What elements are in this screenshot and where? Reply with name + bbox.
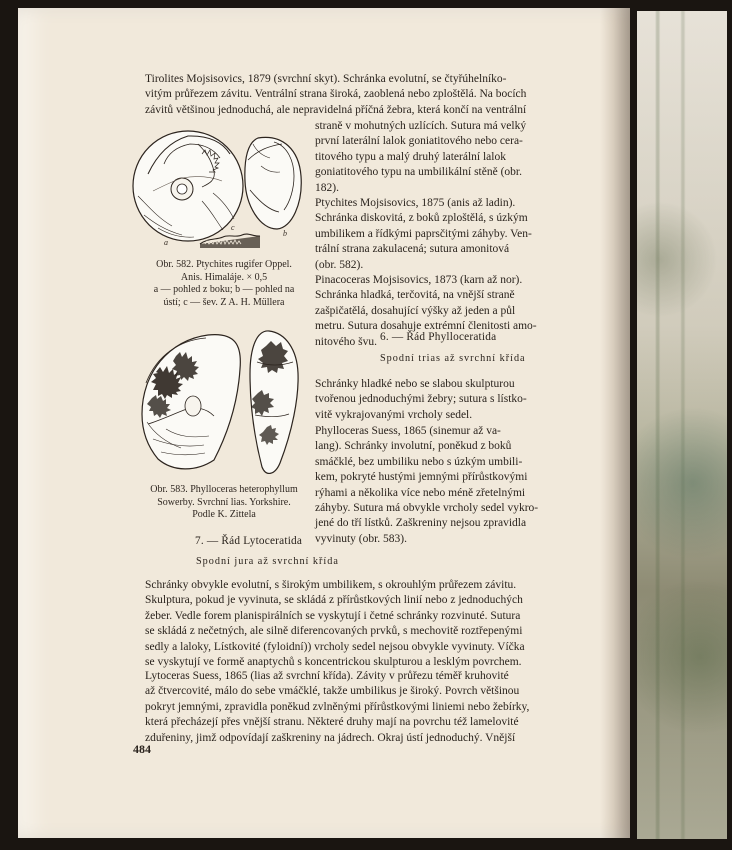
order-7-description [145, 578, 568, 670]
text-line: nitového švu. [315, 335, 377, 348]
adjacent-color-plate [637, 11, 727, 839]
text-line: goniatitového typu na umbilikální stěně (obr. [315, 166, 522, 179]
figure-582-drawing [128, 126, 318, 271]
text-line: vitě vykrajovanými vrcholy sedel. [315, 408, 473, 421]
text-line: (obr. 582). [315, 258, 364, 271]
text-line: umbilikem a řídkými paprsčitými záhyby. Ven- [315, 227, 532, 240]
text-line: lang). Schránky involutní, poněkud z boků [315, 440, 512, 453]
text-line: pokryt jemnými, zpravidla poněkud zvlněnými přírůstkovými liniemi nebo žebírky, [145, 700, 530, 713]
text-line: první laterální lalok goniatitového nebo cera- [315, 135, 523, 148]
text-line: tvořenou jednoduchými žebry; sutura s lístko- [315, 393, 527, 406]
text-line: se skládá z nečetných, ale silně diferencovaných prvků, s mechovitě roztřepenými [145, 625, 523, 638]
text-line: kem, pokryté hustými jemnými přírůstkovými [315, 471, 528, 484]
ammonite-front-view [245, 137, 301, 238]
text-line: Tirolites Mojsisovics, 1879 (svrchní skyt). Schránka evolutní, se čtyřúhelníko- [145, 73, 507, 85]
text-line: závitů většinou jednoduchá, ale nepravidelná příčná žebra, která končí na ventrální [145, 103, 527, 116]
text-line: Phylloceras Suess, 1865 (sinemur až va- [315, 425, 501, 437]
text-line: Pinacoceras Mojsisovics, 1873 (karn až nor). [315, 274, 523, 286]
figure-582-caption [140, 259, 308, 309]
text-line: vitým průřezem závitu. Ventrální strana široká, zaoblená nebo zploštělá. Na bocích [145, 88, 527, 101]
caption-line: Anis. Himaláje. × 0,5 [180, 271, 268, 283]
text-line: trální strana zakulacená; sutura amonitová [315, 243, 510, 256]
text-line: 182). [315, 181, 339, 194]
text-line: Lytoceras Suess, 1865 (lias až svrchní křída). Závity v průřezu téměř kruhovité [145, 670, 509, 682]
text-line: Ptychites Mojsisovics, 1875 (anis až ladin). [315, 197, 516, 209]
section-heading-order-7: 7. — Řád Lytoceratida [195, 535, 303, 547]
text-line: rýhami a několika více nebo méně zřetelnými [315, 486, 526, 499]
text-line: žeber. Vedle forem planispirálních se vyskytují i četné schránky rozvinuté. Sutura [145, 609, 521, 622]
phylloceras-side-view [142, 335, 240, 469]
text-line: Schránky hladké nebo se slabou skulpturou [315, 378, 515, 390]
figure-583-caption [142, 484, 306, 522]
text-line: jené do tří lístků. Zaškreniny nejsou zpravidla [315, 517, 527, 530]
caption-line: a — pohled z boku; b — pohled na [153, 284, 295, 295]
caption-line: Podle K. Zittela [192, 509, 256, 520]
caption-line: Obr. 582. Ptychites rugifer Oppel. [156, 259, 292, 270]
text-line: až čtvercovité, málo do sebe vmáčklé, takže umbilikus je široký. Povrch většinou [145, 685, 520, 698]
text-line: sedly a laloky, Lístkovité (fyloidní)) vrcholy sedel nejsou obvykle vyvinuty. Víčka [145, 640, 525, 653]
figure-583-drawing [130, 326, 310, 479]
order-6-description [315, 377, 567, 423]
section-subheading-order-6: Spodní trias až svrchní křída [380, 353, 526, 364]
section-subheading-order-7: Spodní jura až svrchní křída [196, 556, 339, 567]
tirolites-paragraph [145, 72, 567, 118]
text-line: Schránky obvykle evolutní, s širokým umbilikem, s okrouhlým průřezem závitu. [145, 579, 517, 591]
text-line: metru. Sutura dosahuje extrémní členitosti amo- [315, 320, 537, 333]
figure-label-b: b [283, 229, 287, 238]
figure-label-c: c [231, 223, 235, 232]
tirolites-continuation [315, 119, 567, 196]
text-line: smáčklé, bez umbiliku nebo s úzkým umbili- [315, 455, 523, 468]
caption-line: ústí; c — šev. Z A. H. Müllera [163, 296, 285, 308]
section-heading-order-6: 6. — Řád Phylloceratida [380, 331, 497, 343]
lytoceras-paragraph [145, 669, 568, 746]
text-line: se vyskytují ve formě anaptychů s koncentrickou skulpturou a lesklým povrchem. [145, 656, 522, 669]
text-line: straně v mohutných uzlících. Sutura má velký [315, 120, 527, 132]
page-number: 484 [133, 742, 151, 756]
text-line: Schránka diskovitá, z boků zploštělá, s úzkým [315, 212, 528, 225]
text-line: zduřeniny, jimž odpovídají zaškreniny na jádrech. Okraj ústí jednoduchý. Vnější [145, 731, 516, 744]
text-line: Skulptura, pokud je vyvinuta, se skládá z přírůstkových linií nebo z jednoduchých [145, 594, 523, 607]
text-line: záhyby. Sutura má obvykle vrcholy sedel vykro- [315, 502, 539, 515]
phylloceras-front-view [250, 331, 298, 473]
text-line: vyvinuty (obr. 583). [315, 532, 407, 545]
phylloceras-paragraph [315, 424, 567, 547]
text-line: která přecházejí přes vnější stranu. Některé druhy mají na povrchu též lamelovité [145, 716, 519, 729]
text-line: titového typu a malý druhý laterální lalok [315, 150, 506, 163]
text-line: zašpičatělá, dosahující výšky až jeden a půl [315, 304, 516, 317]
figure-label-a: a [164, 238, 168, 247]
caption-line: Sowerby. Svrchní lias. Yorkshire. [157, 496, 291, 508]
ammonite-side-view [133, 131, 243, 247]
caption-line: Obr. 583. Phylloceras heterophyllum [150, 484, 298, 495]
ptychites-paragraph [315, 196, 567, 273]
text-line: Schránka hladká, terčovitá, na vnější straně [315, 289, 515, 302]
